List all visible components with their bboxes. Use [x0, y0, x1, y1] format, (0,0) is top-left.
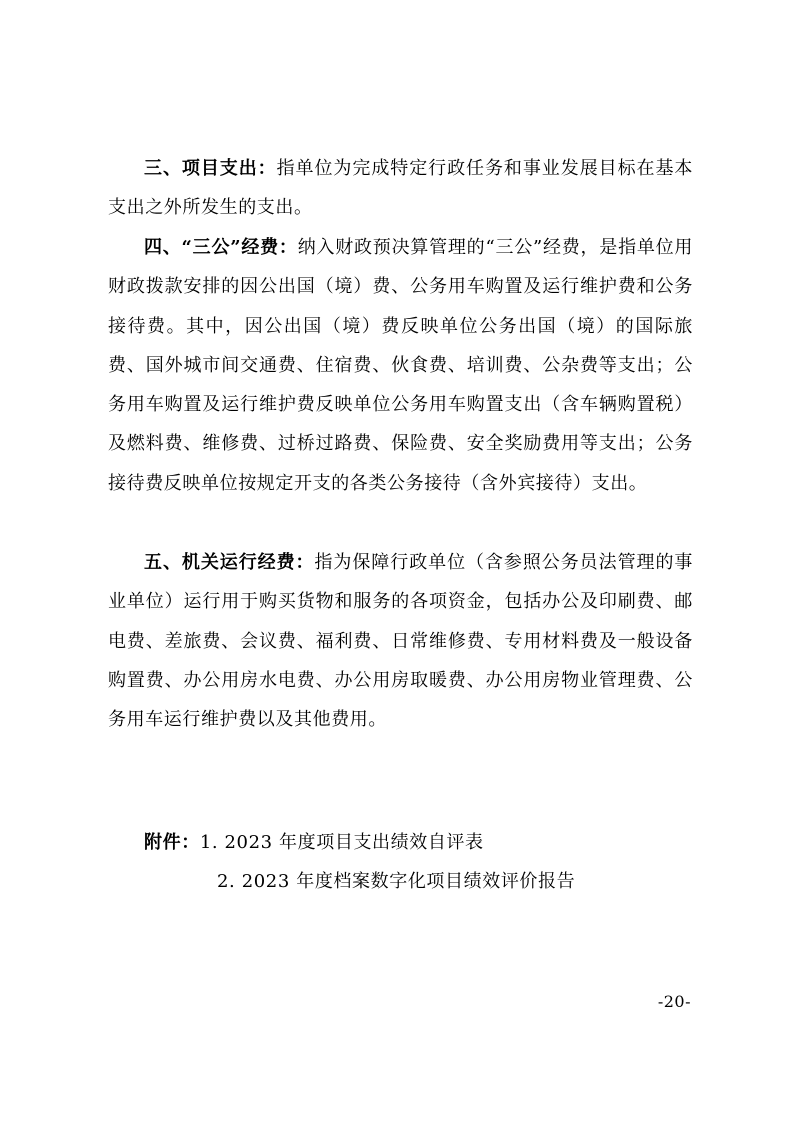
paragraph-three-public-expenses — [108, 228, 693, 503]
attachment-line-2 — [217, 868, 677, 896]
term-project-expenditure: 三、项目支出： — [144, 158, 277, 179]
attachments-label: 附件： — [144, 832, 200, 853]
paragraph-agency-operating-expenses — [108, 543, 693, 739]
attachment-line-1 — [144, 829, 664, 857]
attachment-item-2: 2. 2023 年度档案数字化项目绩效评价报告 — [217, 871, 576, 892]
attachment-item-1: 1. 2023 年度项目支出绩效自评表 — [199, 832, 484, 853]
page-number: -20- — [657, 992, 691, 1011]
term-three-public-expenses: 四、“三公”经费： — [144, 237, 298, 258]
paragraph-project-expenditure — [108, 149, 693, 228]
definition-three-public-expenses: 纳入财政预决算管理的“三公”经费，是指单位用财政拨款安排的因公出国（境）费、公务用车购置及运行维护费和公务接待费。其中，因公出国（境）费反映单位公务出国（境）的国际旅费、国外城市间交通费、住宿费、伙食费、培训费、公杂费等支出；公务用车购置及运行维护费反映单位公务用车购置支出（含车辆购置税）及燃料费、维修费、过桥过路费、保险费、安全奖励费用等支出；公务接待费反映单位按规定开支的各类公务接待（含外宾接待）支出。 — [108, 237, 694, 494]
definition-agency-operating-expenses: 指为保障行政单位（含参照公务员法管理的事业单位）运行用于购买货物和服务的各项资金，包括办公及印刷费、邮电费、差旅费、会议费、福利费、日常维修费、专用材料费及一般设备购置费、办公用房水电费、办公用房取暖费、办公用房物业管理费、公务用车运行维护费以及其他费用。 — [108, 552, 693, 731]
definition-project-expenditure: 指单位为完成特定行政任务和事业发展目标在基本支出之外所发生的支出。 — [108, 158, 694, 219]
term-agency-operating-expenses: 五、机关运行经费： — [144, 552, 315, 573]
